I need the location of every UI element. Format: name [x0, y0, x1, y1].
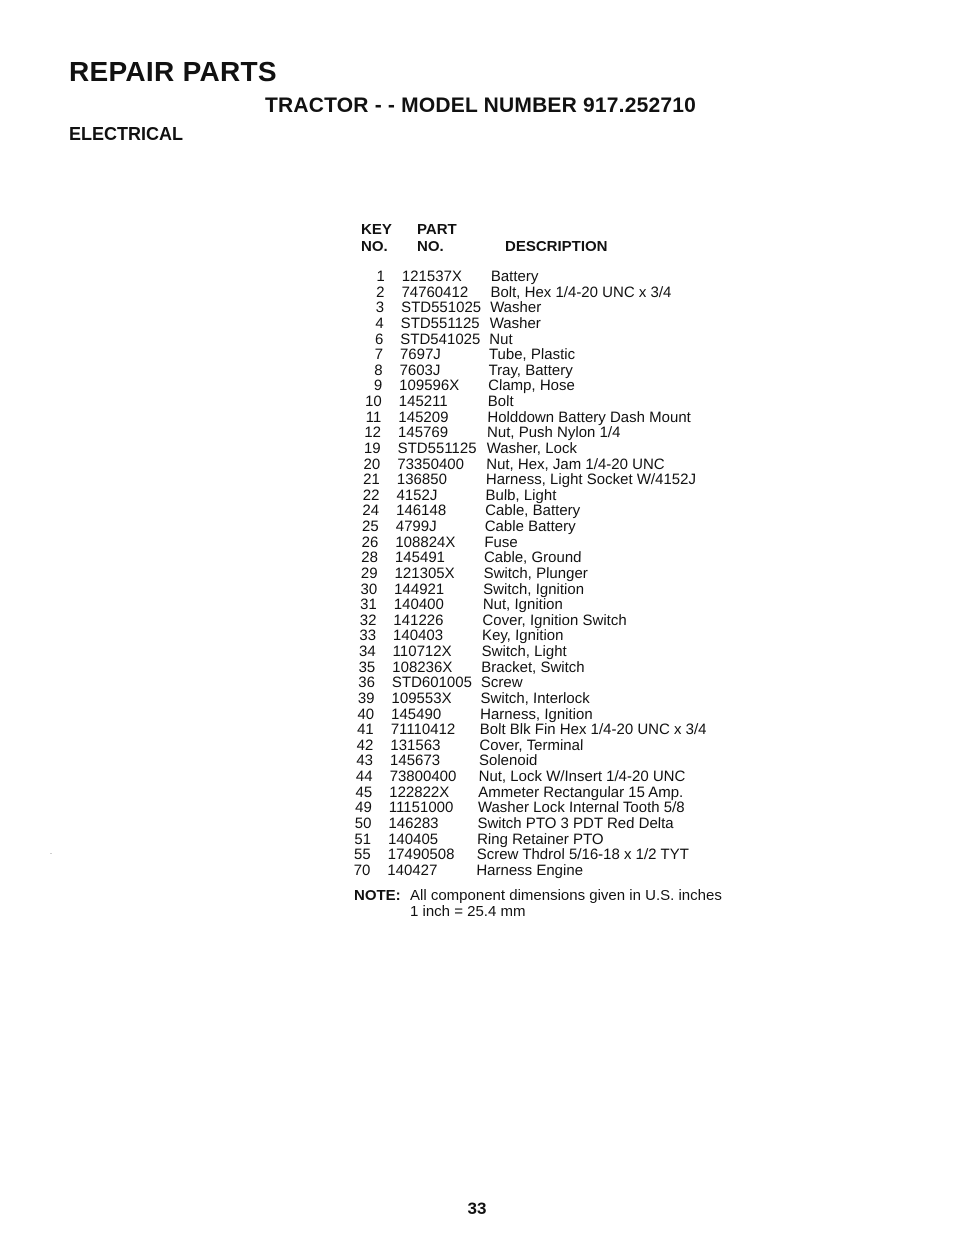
- key-number: 30: [360, 580, 378, 598]
- scan-speck: [50, 853, 52, 854]
- table-row: [352, 488, 712, 504]
- key-number: 49: [354, 799, 373, 817]
- key-number: 10: [364, 393, 382, 410]
- key-number: 36: [357, 674, 376, 692]
- part-number: STD551025: [400, 299, 482, 317]
- table-row: [349, 613, 709, 629]
- part-description: Switch, Interlock: [480, 689, 590, 707]
- part-number: 140427: [387, 861, 438, 879]
- table-row: [348, 675, 708, 691]
- part-number: 145211: [398, 393, 448, 410]
- key-number: 34: [358, 643, 376, 660]
- table-row: [348, 660, 708, 676]
- part-description: Bolt Blk Fin Hex 1/4-20 UNC x 3/4: [479, 721, 707, 739]
- part-description: Switch, Plunger: [483, 564, 588, 582]
- table-row: [355, 394, 715, 410]
- key-number: 9: [373, 377, 383, 395]
- table-row: [350, 582, 710, 598]
- part-header-line1: PART: [417, 221, 457, 238]
- part-number: 73800400: [389, 768, 457, 785]
- key-number: 42: [356, 736, 374, 754]
- key-number: 41: [356, 721, 374, 739]
- part-description: Solenoid: [478, 752, 538, 770]
- key-header-line2: NO.: [361, 238, 388, 255]
- part-description: Washer: [489, 299, 542, 317]
- part-header-line2: NO.: [417, 238, 444, 255]
- part-description: Tray, Battery: [488, 361, 573, 379]
- key-number: 29: [360, 564, 378, 582]
- table-row: [347, 707, 707, 723]
- part-description: Nut, Hex, Jam 1/4-20 UNC: [486, 455, 665, 473]
- parts-list: [343, 269, 718, 878]
- part-description: Washer: [489, 314, 542, 332]
- table-row: [356, 347, 716, 363]
- page-number: 33: [467, 1199, 487, 1218]
- part-number: 108236X: [392, 658, 453, 676]
- part-number: 141226: [393, 611, 444, 629]
- part-number: 4152J: [396, 486, 438, 504]
- part-description: Cable, Ground: [483, 549, 582, 567]
- part-number: STD541025: [400, 330, 481, 348]
- page-title: REPAIR PARTS: [69, 56, 277, 87]
- part-number: 4799J: [395, 518, 437, 535]
- description-header: DESCRIPTION: [505, 238, 608, 255]
- key-number: 40: [357, 705, 375, 723]
- table-row: [347, 722, 707, 738]
- part-number: 145491: [394, 549, 446, 567]
- part-number: STD551125: [397, 439, 477, 457]
- part-number: 140405: [387, 830, 439, 848]
- part-description: Nut, Lock W/Insert 1/4-20 UNC: [478, 768, 686, 785]
- part-description: Switch PTO 3 PDT Red Delta: [477, 814, 674, 832]
- key-number: 28: [361, 549, 379, 567]
- part-number: 7697J: [399, 346, 441, 364]
- part-number: 74760412: [401, 283, 469, 301]
- part-description: Ring Retainer PTO: [476, 830, 604, 848]
- part-description: Key, Ignition: [481, 627, 564, 645]
- table-row: [353, 457, 713, 473]
- model-subtitle: TRACTOR - - MODEL NUMBER 917.252710: [265, 94, 696, 117]
- table-row: [355, 378, 715, 394]
- part-number: 121305X: [394, 564, 455, 582]
- part-description: Nut: [489, 330, 513, 348]
- key-number: 51: [354, 830, 372, 848]
- part-number: 11151000: [388, 799, 454, 817]
- part-description: Washer, Lock: [486, 439, 578, 457]
- table-row: [353, 472, 713, 488]
- part-number: STD601005: [391, 674, 473, 692]
- part-number: 7603J: [399, 361, 441, 379]
- key-number: 1: [376, 268, 386, 285]
- part-description: Cable Battery: [484, 518, 576, 535]
- key-number: 55: [353, 846, 371, 864]
- part-number: 146148: [395, 502, 447, 520]
- key-number: 35: [358, 658, 376, 676]
- key-number: 32: [359, 611, 377, 629]
- key-number: 3: [375, 299, 385, 317]
- note: [354, 888, 722, 920]
- part-number: 140403: [392, 627, 444, 645]
- table-row: [345, 800, 705, 816]
- key-number: 39: [357, 689, 375, 707]
- part-number: 144921: [393, 580, 445, 598]
- key-number: 26: [361, 533, 379, 551]
- part-description: Cable, Battery: [484, 502, 581, 520]
- part-number: 17490508: [387, 846, 455, 864]
- part-number: 121537X: [401, 268, 463, 285]
- table-row: [344, 816, 704, 832]
- part-number: 136850: [396, 471, 448, 489]
- table-row: [353, 441, 713, 457]
- part-description: Nut, Ignition: [482, 596, 564, 614]
- part-description: Clamp, Hose: [487, 377, 576, 395]
- table-row: [358, 269, 718, 285]
- key-number: 31: [359, 596, 378, 614]
- key-number: 44: [355, 768, 373, 785]
- part-description: Fuse: [484, 533, 518, 551]
- key-number: 22: [362, 486, 380, 504]
- part-number: STD551125: [400, 314, 480, 332]
- part-number: 109596X: [398, 377, 460, 395]
- part-description: Harness, Light Socket W/4152J: [485, 471, 697, 489]
- part-number: 145673: [389, 752, 441, 770]
- part-description: Screw: [480, 674, 523, 692]
- part-description: Ammeter Rectangular 15 Amp.: [478, 783, 684, 801]
- part-description: Washer Lock Internal Tooth 5/8: [477, 799, 685, 817]
- key-number: 45: [355, 783, 373, 801]
- part-number: 110712X: [392, 643, 452, 660]
- table-row: [351, 535, 711, 551]
- table-row: [348, 644, 708, 660]
- part-number: 145490: [390, 705, 442, 723]
- key-number: 12: [364, 424, 382, 442]
- part-description: Cover, Ignition Switch: [482, 611, 627, 629]
- key-number: 33: [359, 627, 377, 645]
- part-number: 73350400: [397, 455, 465, 473]
- note-line-1: All component dimensions given in U.S. inches: [410, 887, 722, 904]
- table-row: [356, 332, 716, 348]
- part-description: Bolt, Hex 1/4-20 UNC x 3/4: [490, 283, 672, 301]
- key-header-line1: KEY: [361, 221, 392, 238]
- key-number: 20: [363, 455, 381, 473]
- key-number: 21: [362, 471, 381, 489]
- table-row: [344, 832, 704, 848]
- note-line-2: 1 inch = 25.4 mm: [410, 903, 526, 920]
- key-number: 8: [373, 361, 383, 379]
- table-row: [352, 519, 712, 535]
- part-description: Tube, Plastic: [488, 346, 576, 364]
- table-row: [349, 628, 709, 644]
- part-description: Nut, Push Nylon 1/4: [486, 424, 621, 442]
- table-row: [354, 425, 714, 441]
- table-row: [343, 847, 703, 863]
- key-number: 50: [354, 814, 372, 832]
- table-row: [347, 691, 707, 707]
- table-row: [346, 738, 706, 754]
- part-description: Cover, Terminal: [479, 736, 584, 754]
- part-number: 145209: [398, 408, 449, 426]
- key-number: 70: [353, 861, 371, 879]
- part-description: Harness, Ignition: [479, 705, 593, 723]
- part-description: Bolt: [487, 393, 514, 410]
- table-row: [351, 550, 711, 566]
- part-number: 140400: [393, 596, 445, 614]
- part-number: 108824X: [395, 533, 456, 551]
- part-description: Holddown Battery Dash Mount: [487, 408, 692, 426]
- key-number: 19: [363, 439, 381, 457]
- note-label: NOTE:: [354, 887, 401, 904]
- part-description: Harness Engine: [476, 861, 584, 879]
- table-row: [345, 785, 705, 801]
- part-number: 131563: [390, 736, 441, 754]
- table-row: [345, 769, 705, 785]
- key-number: 11: [365, 408, 382, 426]
- part-number: 122822X: [389, 783, 450, 801]
- key-number: 24: [362, 502, 380, 520]
- key-number: 43: [356, 752, 374, 770]
- key-number: 25: [361, 518, 379, 535]
- part-description: Bulb, Light: [485, 486, 557, 504]
- part-number: 145769: [397, 424, 449, 442]
- table-row: [350, 597, 710, 613]
- key-number: 6: [374, 330, 384, 348]
- key-number: 2: [375, 283, 385, 301]
- table-row: [352, 503, 712, 519]
- part-no-header: [417, 221, 457, 255]
- part-description: Switch, Ignition: [482, 580, 585, 598]
- part-number: 109553X: [391, 689, 452, 707]
- part-description: Battery: [490, 268, 539, 285]
- section-heading: ELECTRICAL: [69, 124, 183, 144]
- table-row: [356, 316, 716, 332]
- part-description: Screw Thdrol 5/16-18 x 1/2 TYT: [476, 846, 689, 864]
- part-number: 146283: [388, 814, 439, 832]
- table-row: [343, 863, 703, 879]
- table-row: [357, 285, 717, 301]
- key-number: 7: [374, 346, 384, 364]
- table-row: [350, 566, 710, 582]
- table-row: [346, 753, 706, 769]
- part-number: 71110412: [390, 721, 456, 739]
- part-description: Bracket, Switch: [481, 658, 585, 676]
- key-number: 4: [375, 314, 384, 332]
- key-no-header: [361, 221, 392, 255]
- part-description: Switch, Light: [481, 643, 567, 660]
- table-row: [355, 363, 715, 379]
- table-row: [354, 410, 714, 426]
- table-row: [357, 300, 717, 316]
